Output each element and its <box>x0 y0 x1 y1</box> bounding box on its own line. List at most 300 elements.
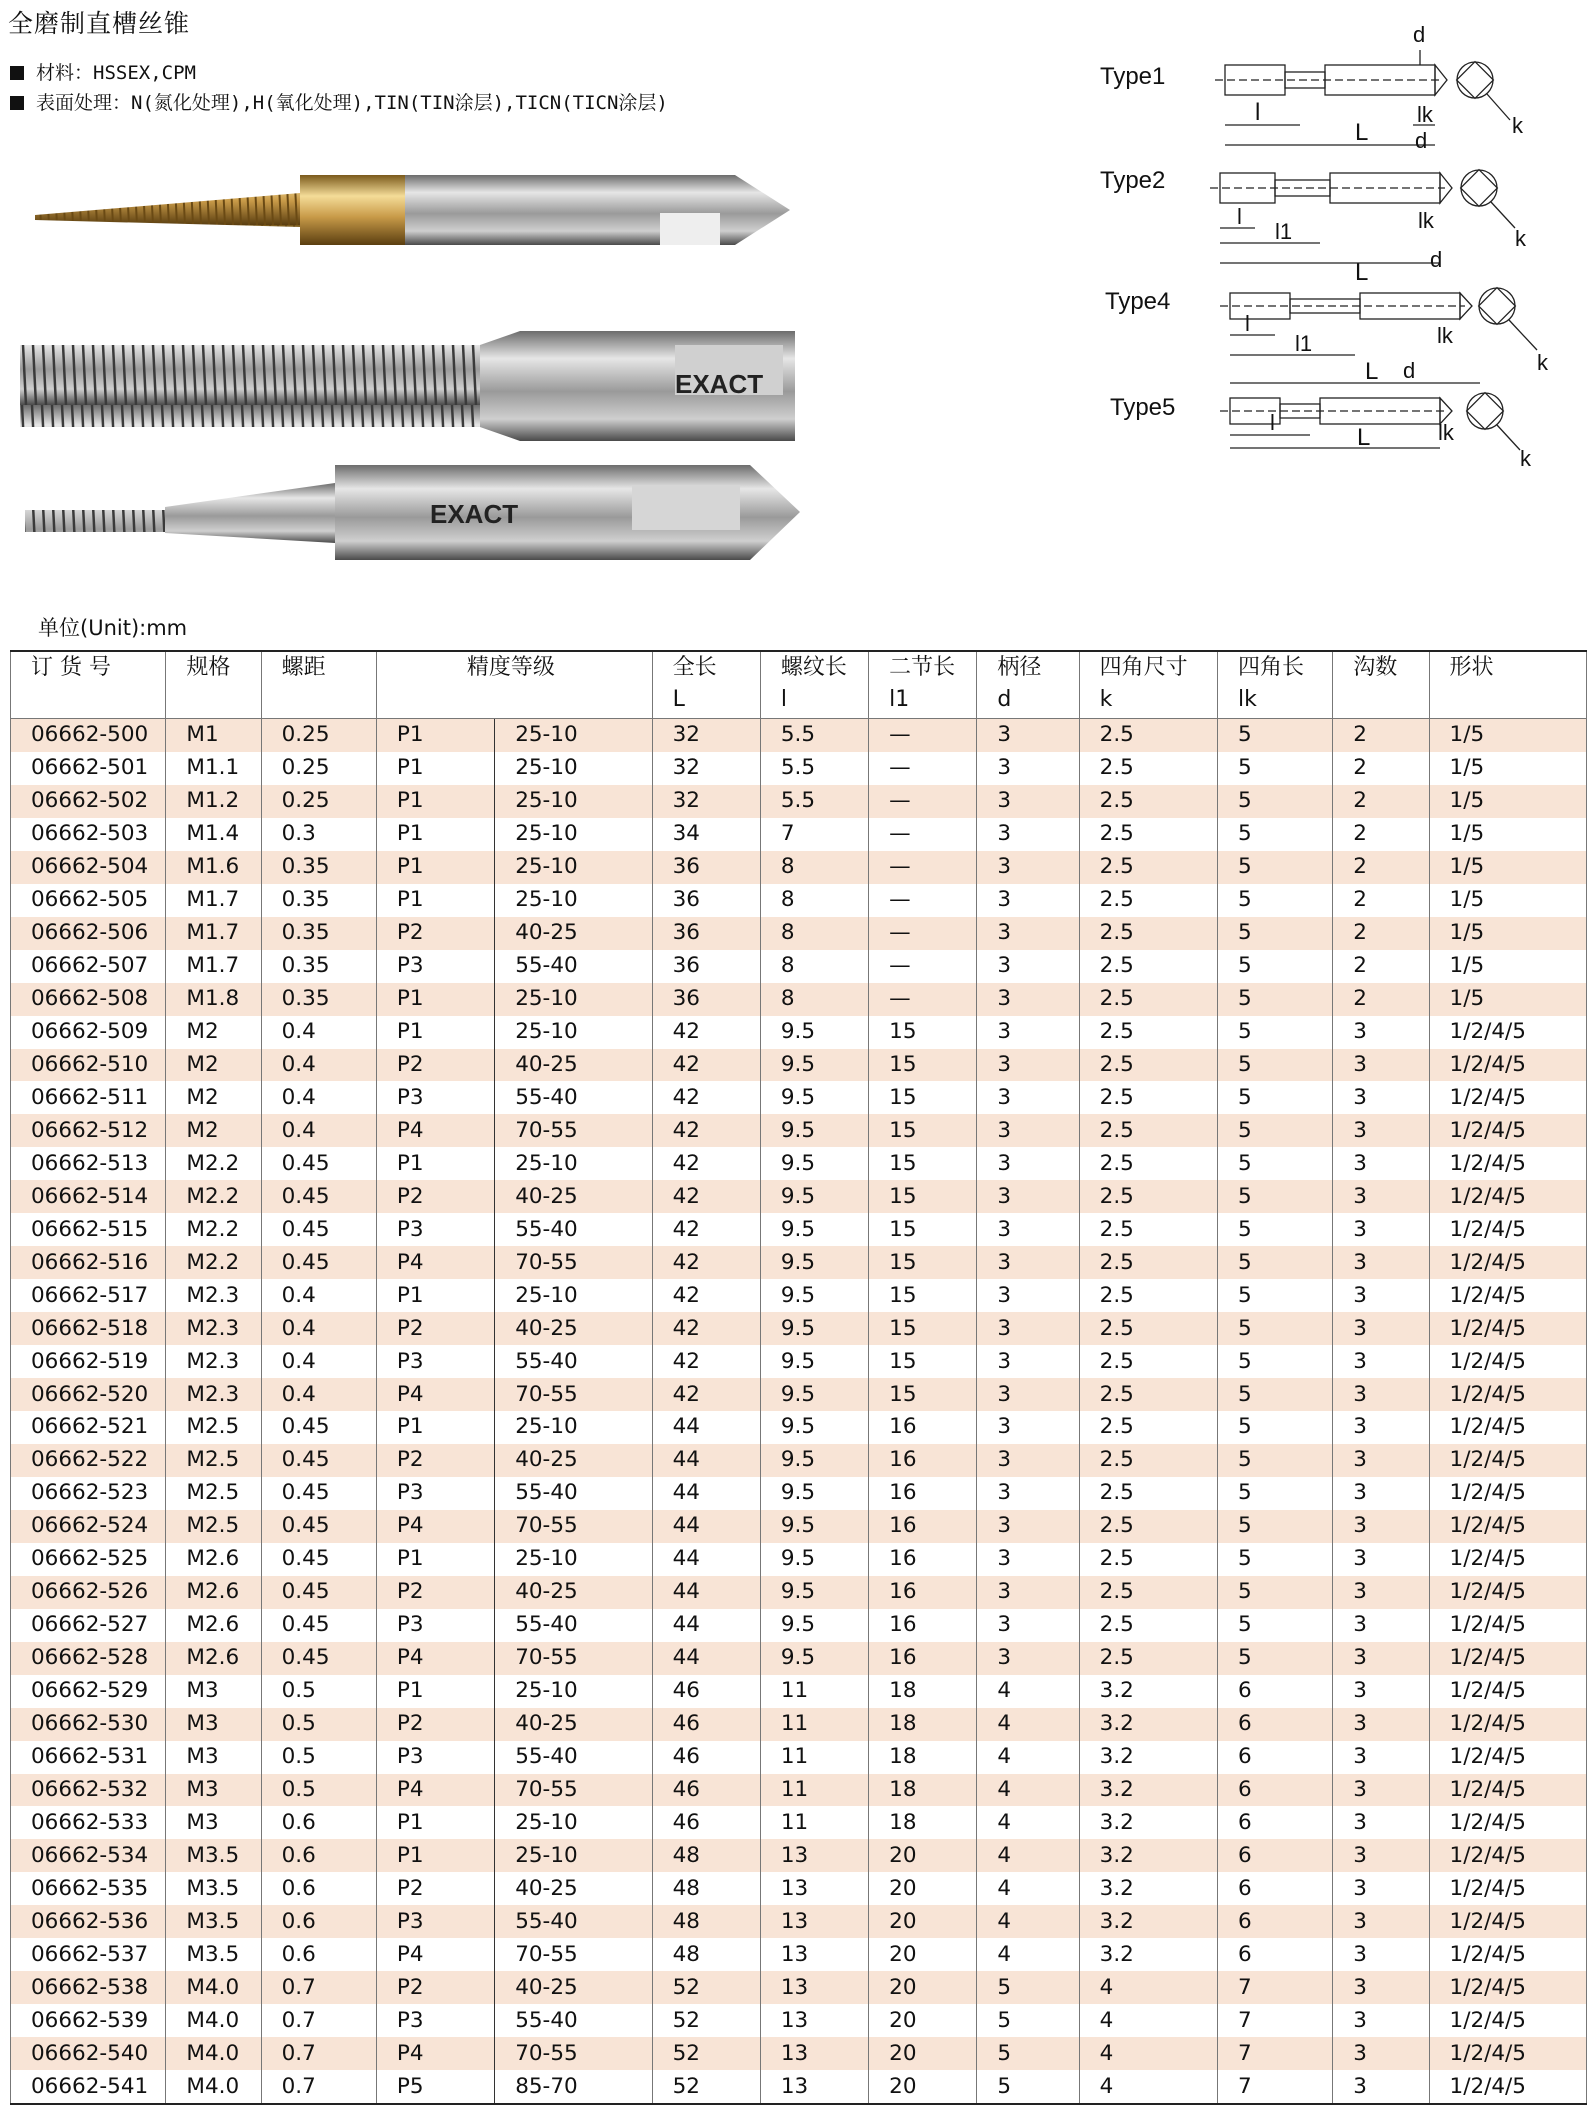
grade-class-cell: P4 <box>376 1938 494 1971</box>
pitch-cell: 0.6 <box>261 1872 376 1905</box>
total-length-cell: 48 <box>652 1839 760 1872</box>
table-row <box>11 1279 1587 1312</box>
grade-class-cell: P1 <box>376 851 494 884</box>
type-cell: 1/2/4/5 <box>1429 1708 1586 1741</box>
table-header-row <box>11 651 1587 719</box>
pitch-cell: 0.7 <box>261 2037 376 2070</box>
table-row <box>11 2004 1587 2037</box>
grade-range-cell: 40-25 <box>495 1576 652 1609</box>
square-length-cell: 6 <box>1218 1839 1333 1872</box>
shank-dia-cell: 4 <box>977 1806 1079 1839</box>
square-length-cell: 5 <box>1218 818 1333 851</box>
size-cell: M1.1 <box>166 752 261 785</box>
second-length-cell: — <box>869 983 977 1016</box>
table-row <box>11 1147 1587 1180</box>
grade-range-cell: 25-10 <box>495 1279 652 1312</box>
size-cell: M2.5 <box>166 1510 261 1543</box>
grade-class-cell: P3 <box>376 1081 494 1114</box>
dim-L: L <box>1357 424 1371 451</box>
total-length-cell: 44 <box>652 1477 760 1510</box>
thread-length-cell: 9.5 <box>760 1081 868 1114</box>
order-no-cell: 06662-508 <box>11 983 166 1016</box>
second-length-cell: 16 <box>869 1609 977 1642</box>
pitch-cell: 0.5 <box>261 1708 376 1741</box>
grade-range-cell: 85-70 <box>495 2070 652 2104</box>
size-cell: M3 <box>166 1774 261 1807</box>
grade-class-cell: P3 <box>376 1609 494 1642</box>
header-cell: 柄径 d <box>977 651 1079 719</box>
type-diagrams <box>1095 20 1575 540</box>
shank-dia-cell: 3 <box>977 917 1079 950</box>
size-cell: M2.3 <box>166 1378 261 1411</box>
order-no-cell: 06662-504 <box>11 851 166 884</box>
type-cell: 1/2/4/5 <box>1429 1279 1586 1312</box>
type-cell: 1/2/4/5 <box>1429 1774 1586 1807</box>
grade-range-cell: 25-10 <box>495 1411 652 1444</box>
total-length-cell: 46 <box>652 1774 760 1807</box>
shank-dia-cell: 3 <box>977 719 1079 752</box>
second-length-cell: 20 <box>869 2037 977 2070</box>
tap-product-photo <box>20 165 1070 565</box>
grade-class-cell: P1 <box>376 1675 494 1708</box>
square-size-cell: 3.2 <box>1079 1741 1217 1774</box>
pitch-cell: 0.7 <box>261 2070 376 2104</box>
thread-length-cell: 11 <box>760 1675 868 1708</box>
size-cell: M2.5 <box>166 1411 261 1444</box>
type-cell: 1/5 <box>1429 851 1586 884</box>
thread-length-cell: 13 <box>760 2037 868 2070</box>
pitch-cell: 0.4 <box>261 1016 376 1049</box>
pitch-cell: 0.45 <box>261 1246 376 1279</box>
order-no-cell: 06662-520 <box>11 1378 166 1411</box>
thread-length-cell: 9.5 <box>760 1609 868 1642</box>
flutes-cell: 3 <box>1333 1642 1429 1675</box>
square-size-cell: 2.5 <box>1079 1543 1217 1576</box>
shank-dia-cell: 3 <box>977 1312 1079 1345</box>
size-cell: M2.3 <box>166 1312 261 1345</box>
pitch-cell: 0.45 <box>261 1180 376 1213</box>
square-length-cell: 5 <box>1218 1081 1333 1114</box>
total-length-cell: 36 <box>652 983 760 1016</box>
order-no-cell: 06662-509 <box>11 1016 166 1049</box>
size-cell: M2.6 <box>166 1543 261 1576</box>
thread-length-cell: 9.5 <box>760 1345 868 1378</box>
table-row <box>11 1872 1587 1905</box>
table-row <box>11 1016 1587 1049</box>
size-cell: M2 <box>166 1114 261 1147</box>
table-body <box>11 719 1587 2105</box>
total-length-cell: 32 <box>652 719 760 752</box>
grade-class-cell: P3 <box>376 1905 494 1938</box>
thread-length-cell: 9.5 <box>760 1213 868 1246</box>
grade-range-cell: 25-10 <box>495 851 652 884</box>
grade-range-cell: 25-10 <box>495 1675 652 1708</box>
total-length-cell: 46 <box>652 1741 760 1774</box>
flutes-cell: 3 <box>1333 1741 1429 1774</box>
flutes-cell: 3 <box>1333 1444 1429 1477</box>
header-cell: 形状 <box>1429 651 1586 719</box>
pitch-cell: 0.7 <box>261 1971 376 2004</box>
flutes-cell: 3 <box>1333 2037 1429 2070</box>
shank-dia-cell: 3 <box>977 1543 1079 1576</box>
brand-label: EXACT <box>675 369 764 399</box>
dim-l: l <box>1237 204 1242 229</box>
shank-dia-cell: 3 <box>977 1213 1079 1246</box>
square-size-cell: 2.5 <box>1079 1016 1217 1049</box>
shank-dia-cell: 3 <box>977 1114 1079 1147</box>
total-length-cell: 52 <box>652 2004 760 2037</box>
order-no-cell: 06662-517 <box>11 1279 166 1312</box>
square-size-cell: 3.2 <box>1079 1839 1217 1872</box>
size-cell: M4.0 <box>166 2037 261 2070</box>
thread-length-cell: 13 <box>760 1872 868 1905</box>
thread-length-cell: 7 <box>760 818 868 851</box>
grade-range-cell: 55-40 <box>495 1213 652 1246</box>
table-row <box>11 1971 1587 2004</box>
square-size-cell: 2.5 <box>1079 1279 1217 1312</box>
square-size-cell: 2.5 <box>1079 1246 1217 1279</box>
type-cell: 1/2/4/5 <box>1429 1147 1586 1180</box>
grade-class-cell: P2 <box>376 917 494 950</box>
flutes-cell: 3 <box>1333 1016 1429 1049</box>
type-cell: 1/2/4/5 <box>1429 1839 1586 1872</box>
size-cell: M2.2 <box>166 1246 261 1279</box>
order-no-cell: 06662-514 <box>11 1180 166 1213</box>
type-cell: 1/2/4/5 <box>1429 1345 1586 1378</box>
square-length-cell: 6 <box>1218 1806 1333 1839</box>
type5-label: Type5 <box>1110 394 1176 421</box>
dim-lk: lk <box>1417 102 1433 127</box>
square-length-cell: 5 <box>1218 1378 1333 1411</box>
surface-text: 表面处理：N(氮化处理),H(氧化处理),TIN(TIN涂层),TICN(TICN涂层) <box>36 92 668 114</box>
total-length-cell: 42 <box>652 1312 760 1345</box>
second-length-cell: 15 <box>869 1246 977 1279</box>
pitch-cell: 0.5 <box>261 1675 376 1708</box>
grade-class-cell: P1 <box>376 818 494 851</box>
grade-range-cell: 55-40 <box>495 950 652 983</box>
type-cell: 1/2/4/5 <box>1429 1872 1586 1905</box>
total-length-cell: 44 <box>652 1411 760 1444</box>
grade-range-cell: 40-25 <box>495 1180 652 1213</box>
flutes-cell: 2 <box>1333 719 1429 752</box>
square-length-cell: 5 <box>1218 884 1333 917</box>
second-length-cell: 20 <box>869 1839 977 1872</box>
grade-class-cell: P1 <box>376 1839 494 1872</box>
thread-length-cell: 8 <box>760 851 868 884</box>
header-cell: 规格 <box>166 651 261 719</box>
total-length-cell: 32 <box>652 785 760 818</box>
second-length-cell: — <box>869 851 977 884</box>
flutes-cell: 3 <box>1333 2070 1429 2104</box>
square-length-cell: 7 <box>1218 2070 1333 2104</box>
thread-length-cell: 9.5 <box>760 1510 868 1543</box>
thread-length-cell: 11 <box>760 1741 868 1774</box>
grade-class-cell: P2 <box>376 1444 494 1477</box>
type-cell: 1/5 <box>1429 950 1586 983</box>
size-cell: M2.2 <box>166 1213 261 1246</box>
square-size-cell: 2.5 <box>1079 1609 1217 1642</box>
table-row <box>11 1543 1587 1576</box>
pitch-cell: 0.35 <box>261 983 376 1016</box>
flutes-cell: 3 <box>1333 1279 1429 1312</box>
total-length-cell: 44 <box>652 1642 760 1675</box>
bullet-square-icon <box>10 66 24 80</box>
order-no-cell: 06662-531 <box>11 1741 166 1774</box>
dim-lk: lk <box>1438 420 1454 445</box>
table-row <box>11 1246 1587 1279</box>
square-size-cell: 2.5 <box>1079 1411 1217 1444</box>
second-length-cell: 15 <box>869 1049 977 1082</box>
shank-dia-cell: 5 <box>977 2037 1079 2070</box>
thread-length-cell: 9.5 <box>760 1642 868 1675</box>
square-size-cell: 2.5 <box>1079 818 1217 851</box>
total-length-cell: 42 <box>652 1147 760 1180</box>
size-cell: M2.5 <box>166 1477 261 1510</box>
grade-class-cell: P3 <box>376 1345 494 1378</box>
type-cell: 1/5 <box>1429 719 1586 752</box>
grade-range-cell: 25-10 <box>495 1806 652 1839</box>
shank-dia-cell: 3 <box>977 1016 1079 1049</box>
second-length-cell: — <box>869 719 977 752</box>
total-length-cell: 44 <box>652 1576 760 1609</box>
second-length-cell: 18 <box>869 1708 977 1741</box>
grade-range-cell: 40-25 <box>495 1312 652 1345</box>
thread-length-cell: 13 <box>760 2004 868 2037</box>
surface-treatment-spec <box>10 88 668 115</box>
square-size-cell: 2.5 <box>1079 1378 1217 1411</box>
flutes-cell: 3 <box>1333 1246 1429 1279</box>
dim-l1: l1 <box>1295 331 1313 356</box>
table-row <box>11 1378 1587 1411</box>
shank-dia-cell: 3 <box>977 950 1079 983</box>
dim-k: k <box>1512 113 1523 138</box>
thread-length-cell: 8 <box>760 917 868 950</box>
square-length-cell: 5 <box>1218 1016 1333 1049</box>
total-length-cell: 44 <box>652 1510 760 1543</box>
shank-dia-cell: 3 <box>977 1049 1079 1082</box>
shank-dia-cell: 3 <box>977 1444 1079 1477</box>
table-row <box>11 1510 1587 1543</box>
spec-table <box>10 650 1587 2105</box>
grade-class-cell: P4 <box>376 1510 494 1543</box>
table-row <box>11 1675 1587 1708</box>
square-length-cell: 6 <box>1218 1675 1333 1708</box>
thread-length-cell: 13 <box>760 2070 868 2104</box>
shank-dia-cell: 3 <box>977 1246 1079 1279</box>
table-row <box>11 719 1587 752</box>
square-length-cell: 5 <box>1218 1049 1333 1082</box>
type-cell: 1/2/4/5 <box>1429 1180 1586 1213</box>
flutes-cell: 3 <box>1333 1872 1429 1905</box>
size-cell: M3 <box>166 1708 261 1741</box>
flutes-cell: 3 <box>1333 1411 1429 1444</box>
type-cell: 1/2/4/5 <box>1429 2070 1586 2104</box>
shank-dia-cell: 3 <box>977 785 1079 818</box>
brand-label: EXACT <box>430 499 519 529</box>
square-size-cell: 2.5 <box>1079 884 1217 917</box>
pitch-cell: 0.45 <box>261 1576 376 1609</box>
shank-dia-cell: 3 <box>977 1510 1079 1543</box>
shank-dia-cell: 3 <box>977 1147 1079 1180</box>
table-row <box>11 1839 1587 1872</box>
square-length-cell: 5 <box>1218 1312 1333 1345</box>
grade-class-cell: P4 <box>376 2037 494 2070</box>
square-length-cell: 6 <box>1218 1905 1333 1938</box>
grade-range-cell: 55-40 <box>495 1081 652 1114</box>
flutes-cell: 3 <box>1333 1510 1429 1543</box>
type-cell: 1/2/4/5 <box>1429 1510 1586 1543</box>
pitch-cell: 0.25 <box>261 752 376 785</box>
pitch-cell: 0.6 <box>261 1806 376 1839</box>
type-cell: 1/2/4/5 <box>1429 1609 1586 1642</box>
size-cell: M3.5 <box>166 1872 261 1905</box>
size-cell: M2 <box>166 1016 261 1049</box>
grade-class-cell: P4 <box>376 1774 494 1807</box>
flutes-cell: 3 <box>1333 2004 1429 2037</box>
grade-class-cell: P2 <box>376 1872 494 1905</box>
second-length-cell: 15 <box>869 1213 977 1246</box>
square-size-cell: 2.5 <box>1079 1147 1217 1180</box>
table-row <box>11 1213 1587 1246</box>
square-length-cell: 5 <box>1218 785 1333 818</box>
square-size-cell: 3.2 <box>1079 1938 1217 1971</box>
shank-dia-cell: 3 <box>977 1576 1079 1609</box>
order-no-cell: 06662-513 <box>11 1147 166 1180</box>
flutes-cell: 3 <box>1333 1938 1429 1971</box>
flutes-cell: 3 <box>1333 1905 1429 1938</box>
page-title: 全磨制直槽丝锥 <box>8 9 191 38</box>
pitch-cell: 0.45 <box>261 1411 376 1444</box>
size-cell: M1.6 <box>166 851 261 884</box>
second-length-cell: 15 <box>869 1378 977 1411</box>
order-no-cell: 06662-515 <box>11 1213 166 1246</box>
thread-length-cell: 11 <box>760 1774 868 1807</box>
grade-class-cell: P5 <box>376 2070 494 2104</box>
order-no-cell: 06662-511 <box>11 1081 166 1114</box>
shank-dia-cell: 3 <box>977 1345 1079 1378</box>
dim-lk: lk <box>1418 208 1434 233</box>
thread-length-cell: 9.5 <box>760 1147 868 1180</box>
order-no-cell: 06662-534 <box>11 1839 166 1872</box>
square-length-cell: 5 <box>1218 1609 1333 1642</box>
thread-length-cell: 8 <box>760 884 868 917</box>
type2-label: Type2 <box>1100 167 1166 194</box>
total-length-cell: 42 <box>652 1049 760 1082</box>
second-length-cell: 20 <box>869 1905 977 1938</box>
order-no-cell: 06662-501 <box>11 752 166 785</box>
table-row <box>11 785 1587 818</box>
size-cell: M1.7 <box>166 884 261 917</box>
second-length-cell: 16 <box>869 1477 977 1510</box>
order-no-cell: 06662-525 <box>11 1543 166 1576</box>
type-cell: 1/2/4/5 <box>1429 2037 1586 2070</box>
order-no-cell: 06662-536 <box>11 1905 166 1938</box>
second-length-cell: 15 <box>869 1279 977 1312</box>
pitch-cell: 0.45 <box>261 1510 376 1543</box>
second-length-cell: — <box>869 752 977 785</box>
square-length-cell: 5 <box>1218 1576 1333 1609</box>
square-size-cell: 2.5 <box>1079 1477 1217 1510</box>
header-cell: 螺距 <box>261 651 376 719</box>
thread-length-cell: 8 <box>760 983 868 1016</box>
flutes-cell: 2 <box>1333 884 1429 917</box>
material-spec <box>10 58 196 85</box>
square-length-cell: 7 <box>1218 2037 1333 2070</box>
pitch-cell: 0.4 <box>261 1312 376 1345</box>
grade-range-cell: 55-40 <box>495 1609 652 1642</box>
second-length-cell: 18 <box>869 1774 977 1807</box>
total-length-cell: 46 <box>652 1675 760 1708</box>
pitch-cell: 0.35 <box>261 950 376 983</box>
grade-range-cell: 25-10 <box>495 1147 652 1180</box>
dim-k: k <box>1520 446 1531 471</box>
dim-d: d <box>1413 22 1426 47</box>
grade-class-cell: P1 <box>376 1806 494 1839</box>
total-length-cell: 34 <box>652 818 760 851</box>
size-cell: M2.3 <box>166 1279 261 1312</box>
flutes-cell: 3 <box>1333 1839 1429 1872</box>
grade-class-cell: P2 <box>376 1312 494 1345</box>
grade-class-cell: P1 <box>376 1411 494 1444</box>
square-size-cell: 2.5 <box>1079 1510 1217 1543</box>
square-size-cell: 2.5 <box>1079 1345 1217 1378</box>
type-cell: 1/5 <box>1429 884 1586 917</box>
type-cell: 1/5 <box>1429 983 1586 1016</box>
dim-L: L <box>1365 358 1379 385</box>
type-cell: 1/5 <box>1429 785 1586 818</box>
total-length-cell: 36 <box>652 917 760 950</box>
table-row <box>11 2037 1587 2070</box>
second-length-cell: 20 <box>869 1971 977 2004</box>
grade-class-cell: P1 <box>376 1147 494 1180</box>
thread-length-cell: 9.5 <box>760 1477 868 1510</box>
flutes-cell: 2 <box>1333 752 1429 785</box>
type1-label: Type1 <box>1100 63 1166 90</box>
thread-length-cell: 5.5 <box>760 719 868 752</box>
header-cell: 订 货 号 <box>11 651 166 719</box>
flutes-cell: 3 <box>1333 1180 1429 1213</box>
flutes-cell: 3 <box>1333 1774 1429 1807</box>
shank-dia-cell: 3 <box>977 1081 1079 1114</box>
total-length-cell: 36 <box>652 851 760 884</box>
type-cell: 1/2/4/5 <box>1429 1444 1586 1477</box>
dim-k: k <box>1515 226 1526 251</box>
square-size-cell: 2.5 <box>1079 983 1217 1016</box>
grade-class-cell: P4 <box>376 1114 494 1147</box>
second-length-cell: 15 <box>869 1312 977 1345</box>
grade-range-cell: 70-55 <box>495 1774 652 1807</box>
small-shank-tap <box>25 465 800 560</box>
header-cell: 四角长 lk <box>1218 651 1333 719</box>
second-length-cell: 16 <box>869 1543 977 1576</box>
size-cell: M1 <box>166 719 261 752</box>
second-length-cell: 15 <box>869 1180 977 1213</box>
grade-range-cell: 25-10 <box>495 818 652 851</box>
flutes-cell: 3 <box>1333 1147 1429 1180</box>
order-no-cell: 06662-506 <box>11 917 166 950</box>
grade-class-cell: P3 <box>376 950 494 983</box>
square-size-cell: 4 <box>1079 2070 1217 2104</box>
flutes-cell: 3 <box>1333 1477 1429 1510</box>
square-size-cell: 2.5 <box>1079 1642 1217 1675</box>
unit-label: 单位(Unit):mm <box>38 616 188 640</box>
shank-dia-cell: 5 <box>977 1971 1079 2004</box>
size-cell: M1.4 <box>166 818 261 851</box>
dim-lk: lk <box>1437 323 1453 348</box>
total-length-cell: 48 <box>652 1872 760 1905</box>
order-no-cell: 06662-502 <box>11 785 166 818</box>
second-length-cell: — <box>869 917 977 950</box>
